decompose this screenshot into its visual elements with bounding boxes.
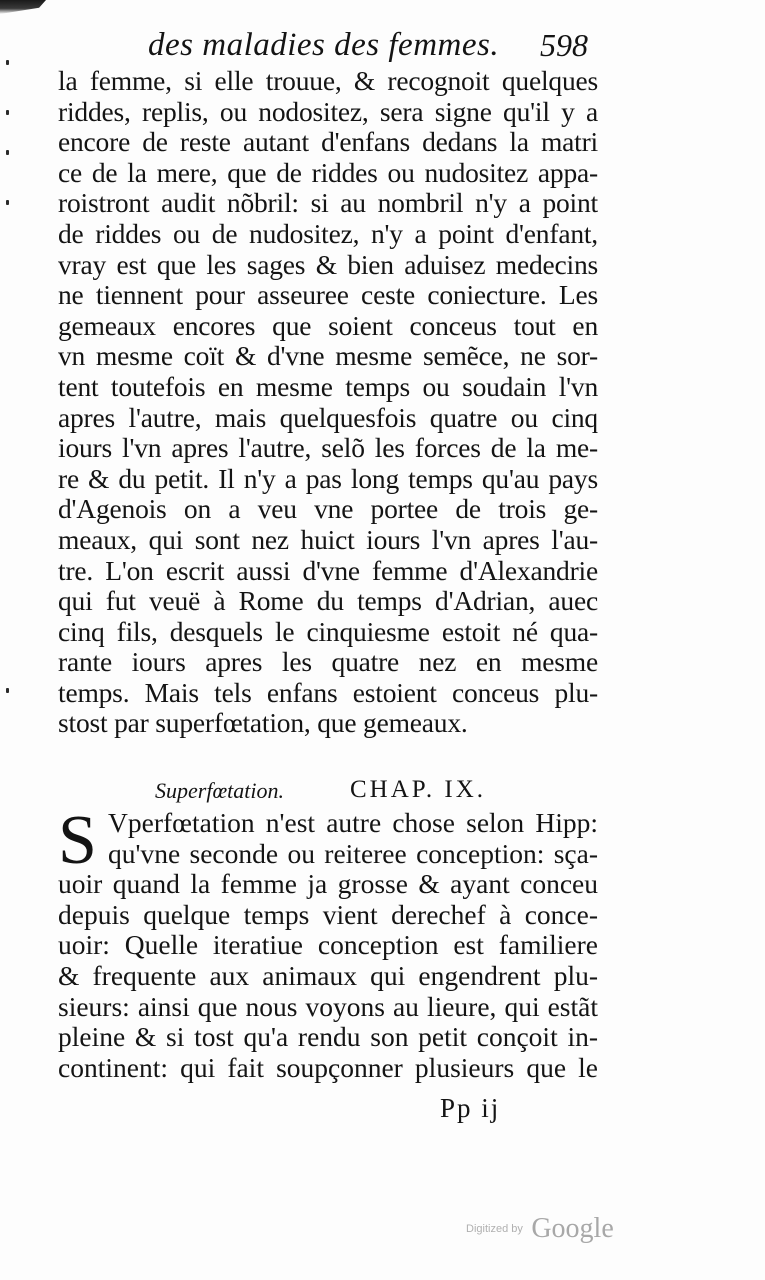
drop-cap: S (58, 802, 97, 879)
text-line: d'Agenois on a veu vne portee de trois ge- (58, 493, 598, 525)
chapter-text (58, 802, 598, 1083)
text-line: stost par superfœtation, que gemeaux. (58, 707, 468, 739)
text-line: apres l'autre, mais quelquesfois quatre ou cinq (58, 401, 598, 433)
chapter-line: & frequente aux animaux qui engendrent plu- (58, 959, 598, 991)
text-line: riddes, replis, ou nodositez, sera signe qu'il y a (58, 95, 598, 127)
margin-specks (4, 60, 14, 740)
page-number: 598 (540, 27, 588, 63)
text-line: iours l'vn apres l'autre, selõ les forces de la me- (58, 432, 598, 464)
text-line: ce de la mere, que de riddes ou nudositez appa- (58, 156, 598, 188)
text-line: re & du petit. Il n'y a pas long temps qu'au pays (58, 462, 598, 494)
body-text (58, 66, 598, 739)
speck (6, 150, 9, 155)
chapter-line: sieurs: ainsi que nous voyons au lieure, qui estãt (58, 990, 598, 1022)
chapter-line: continent: qui fait soupçonner plusieurs que le (58, 1051, 598, 1083)
text-line: roistront audit nõbril: si au nombril n'y a point (58, 187, 598, 219)
google-logo: Google (531, 1213, 614, 1244)
text-line: vray est que les sages & bien aduisez medecins (58, 248, 598, 280)
text-line: encore de reste autant d'enfans dedans la matri (58, 126, 598, 158)
text-line: meaux, qui sont nez huict iours l'vn apres l'au- (58, 523, 598, 555)
text-line: cinq fils, desquels le cinquiesme estoit né qua- (58, 615, 598, 647)
chapter-line: qu'vne seconde ou reiteree conception: sça- (108, 837, 598, 869)
chapter-title: CHAP. IX. (350, 776, 487, 803)
chapter-line: depuis quelque temps vient derechef à conce- (58, 898, 598, 930)
scan-corner-mark (0, 0, 46, 14)
chapter-line: uoir: Quelle iteratiue conception est familiere (58, 929, 598, 961)
text-line: rante iours apres les quatre nez en mesme (58, 646, 598, 678)
speck (6, 110, 9, 115)
text-line: tent toutefois en mesme temps ou soudain l'vn (58, 370, 598, 402)
chapter-line: Vperfœtation n'est autre chose selon Hipp: (108, 807, 598, 838)
digitized-by-label: Digitized by (466, 1223, 523, 1235)
text-line: tre. L'on escrit aussi d'vne femme d'Alexandrie (58, 554, 598, 586)
speck (6, 688, 9, 693)
text-line: la femme, si elle trouue, & recognoit quelques (58, 65, 598, 96)
text-line: ne tiennent pour asseuree ceste coniecture. Les (58, 279, 598, 311)
chapter-heading (155, 776, 595, 808)
chapter-line: uoir quand la femme ja grosse & ayant conceu (58, 868, 598, 900)
chapter-line: pleine & si tost qu'a rendu son petit conçoit in- (58, 1021, 598, 1053)
text-line: gemeaux encores que soient conceus tout en (58, 309, 598, 341)
speck (6, 60, 9, 65)
speck (6, 200, 9, 205)
text-line: qui fut veuë à Rome du temps d'Adrian, auec (58, 585, 598, 617)
text-line: vn mesme coït & d'vne mesme semẽce, ne sor- (58, 340, 598, 372)
signature-catchword: Pp ij (440, 1093, 501, 1123)
running-head: des maladies des femmes. (148, 27, 500, 63)
text-line: de riddes ou de nudositez, n'y a point d'enfant, (58, 217, 598, 249)
digitized-watermark (466, 1213, 614, 1253)
text-line: temps. Mais tels enfans estoient conceus plu- (58, 676, 598, 708)
chapter-sidenote: Superfœtation. (155, 778, 284, 803)
